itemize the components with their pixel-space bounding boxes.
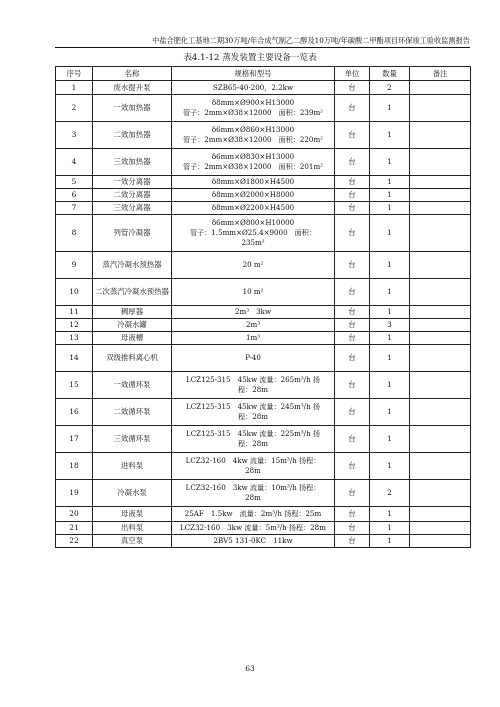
row-number-cell: 20 bbox=[56, 507, 93, 522]
spec-line: LCZ125-315 45kw 流量：225m³/h 扬 bbox=[186, 429, 320, 438]
remarks-cell bbox=[410, 480, 471, 507]
spec-line: 10 m² bbox=[242, 287, 264, 296]
row-number-cell: 14 bbox=[56, 345, 93, 372]
row-number-cell: 13 bbox=[56, 332, 93, 345]
table-row bbox=[56, 345, 471, 372]
remarks-cell bbox=[410, 372, 471, 399]
spec-line: 程：28m bbox=[238, 412, 268, 421]
column-header: 单位 bbox=[335, 67, 370, 81]
row-number-cell: 2 bbox=[56, 95, 93, 122]
remarks-cell bbox=[410, 319, 471, 332]
row-number-cell: 1 bbox=[56, 81, 93, 95]
equipment-name-cell: 母液泵 bbox=[93, 507, 172, 522]
spec-cell bbox=[172, 81, 335, 95]
table-row bbox=[56, 372, 471, 399]
equipment-name-cell: 三效加热器 bbox=[93, 149, 172, 176]
spec-cell bbox=[172, 279, 335, 306]
spec-line: 28m bbox=[245, 493, 261, 502]
unit-cell: 台 bbox=[335, 426, 370, 453]
spec-cell bbox=[172, 332, 335, 345]
equipment-name-cell: 废水提升泵 bbox=[93, 81, 172, 95]
unit-cell: 台 bbox=[335, 507, 370, 522]
table-row bbox=[56, 522, 471, 535]
row-number-cell: 16 bbox=[56, 399, 93, 426]
spec-cell bbox=[172, 149, 335, 176]
table-row bbox=[56, 202, 471, 215]
unit-cell: 台 bbox=[335, 345, 370, 372]
column-header: 数量 bbox=[370, 67, 410, 81]
quantity-cell: 1 bbox=[370, 122, 410, 149]
spec-cell bbox=[172, 522, 335, 535]
quantity-cell: 1 bbox=[370, 426, 410, 453]
spec-line: LCZ32-160 3kw 流量：10m³/h 扬程： bbox=[185, 483, 321, 492]
spec-line: δ6mm×Ø860×H13000 bbox=[211, 125, 295, 134]
row-number-cell: 7 bbox=[56, 202, 93, 215]
table-caption: 表4.1-12 蒸发装置主要设备一览表 bbox=[183, 53, 317, 63]
quantity-cell: 1 bbox=[370, 215, 410, 252]
table-row bbox=[56, 95, 471, 122]
spec-line: 1m³ bbox=[245, 333, 261, 342]
row-number-cell: 18 bbox=[56, 453, 93, 480]
unit-cell: 台 bbox=[335, 535, 370, 548]
table-row bbox=[56, 426, 471, 453]
spec-line: δ8mm×Ø900×H13000 bbox=[211, 98, 295, 107]
spec-cell bbox=[172, 202, 335, 215]
table-row bbox=[56, 319, 471, 332]
quantity-cell: 1 bbox=[370, 306, 410, 319]
unit-cell: 台 bbox=[335, 215, 370, 252]
equipment-name-cell: 稠厚器 bbox=[93, 306, 172, 319]
table-row bbox=[56, 507, 471, 522]
unit-cell: 台 bbox=[335, 399, 370, 426]
spec-cell bbox=[172, 372, 335, 399]
remarks-cell bbox=[410, 215, 471, 252]
remarks-cell bbox=[410, 189, 471, 202]
row-number-cell: 3 bbox=[56, 122, 93, 149]
unit-cell: 台 bbox=[335, 319, 370, 332]
remarks-cell bbox=[410, 426, 471, 453]
quantity-cell: 3 bbox=[370, 319, 410, 332]
table-row bbox=[56, 176, 471, 189]
spec-line: 程：28m bbox=[238, 385, 268, 394]
spec-cell bbox=[172, 535, 335, 548]
table-row bbox=[56, 332, 471, 345]
unit-cell: 台 bbox=[335, 95, 370, 122]
unit-cell: 台 bbox=[335, 176, 370, 189]
row-number-cell: 5 bbox=[56, 176, 93, 189]
remarks-cell bbox=[410, 122, 471, 149]
spec-line: 2BV5 131-0KC 11kw bbox=[213, 536, 293, 545]
spec-line: LCZ32-160 3kw 流量：5m³/h 扬程：28m bbox=[180, 523, 326, 532]
spec-line: 管子：2mm×Ø38×12000 面积：201m² bbox=[182, 162, 324, 171]
quantity-cell: 1 bbox=[370, 399, 410, 426]
column-header: 备注 bbox=[410, 67, 471, 81]
quantity-cell: 1 bbox=[370, 522, 410, 535]
remarks-cell bbox=[410, 522, 471, 535]
spec-cell bbox=[172, 507, 335, 522]
spec-line: 2m³ 3kw bbox=[234, 307, 272, 316]
column-header: 规格和型号 bbox=[172, 67, 335, 81]
spec-line: δ8mm×Ø2000×H8000 bbox=[211, 190, 295, 199]
equipment-name-cell: 二效加热器 bbox=[93, 122, 172, 149]
spec-line: SZB65-40-200，2.2kw bbox=[212, 82, 294, 92]
row-number-cell: 9 bbox=[56, 252, 93, 279]
equipment-name-cell: 列管冷凝器 bbox=[93, 215, 172, 252]
remarks-cell bbox=[410, 81, 471, 95]
spec-line: 25AF 1.5kw 流量：2m³/h 扬程：25m bbox=[184, 509, 322, 518]
column-header: 名称 bbox=[93, 67, 172, 81]
spec-line: δ8mm×Ø2200×H4500 bbox=[211, 203, 295, 212]
spec-line: LCZ125-315 45kw 流量：245m³/h 扬 bbox=[186, 402, 320, 411]
remarks-cell bbox=[410, 345, 471, 372]
equipment-name-cell: 真空泵 bbox=[93, 535, 172, 548]
spec-cell bbox=[172, 176, 335, 189]
remarks-cell bbox=[410, 176, 471, 189]
table-row bbox=[56, 453, 471, 480]
spec-cell bbox=[172, 306, 335, 319]
row-number-cell: 22 bbox=[56, 535, 93, 548]
remarks-cell bbox=[410, 507, 471, 522]
spec-cell bbox=[172, 480, 335, 507]
row-number-cell: 6 bbox=[56, 189, 93, 202]
row-number-cell: 12 bbox=[56, 319, 93, 332]
remarks-cell bbox=[410, 453, 471, 480]
quantity-cell: 1 bbox=[370, 176, 410, 189]
spec-line: δ6mm×Ø830×H13000 bbox=[211, 152, 295, 161]
unit-cell: 台 bbox=[335, 252, 370, 279]
spec-cell bbox=[172, 189, 335, 202]
equipment-name-cell: 三效循环泵 bbox=[93, 426, 172, 453]
unit-cell: 台 bbox=[335, 306, 370, 319]
table-row bbox=[56, 252, 471, 279]
quantity-cell: 2 bbox=[370, 480, 410, 507]
unit-cell: 台 bbox=[335, 149, 370, 176]
row-number-cell: 21 bbox=[56, 522, 93, 535]
table-row bbox=[56, 149, 471, 176]
table-body bbox=[56, 81, 471, 548]
spec-line: P-40 bbox=[245, 353, 261, 362]
remarks-cell bbox=[410, 202, 471, 215]
spec-cell bbox=[172, 399, 335, 426]
remarks-cell bbox=[410, 252, 471, 279]
equipment-name-cell: 冷凝水泵 bbox=[93, 480, 172, 507]
unit-cell: 台 bbox=[335, 453, 370, 480]
table-row bbox=[56, 189, 471, 202]
equipment-name-cell: 一效加热器 bbox=[93, 95, 172, 122]
table-row bbox=[56, 480, 471, 507]
row-number-cell: 15 bbox=[56, 372, 93, 399]
unit-cell: 台 bbox=[335, 279, 370, 306]
spec-cell bbox=[172, 215, 335, 252]
table-row bbox=[56, 122, 471, 149]
row-number-cell: 19 bbox=[56, 480, 93, 507]
equipment-name-cell: 出料泵 bbox=[93, 522, 172, 535]
row-number-cell: 11 bbox=[56, 306, 93, 319]
quantity-cell: 1 bbox=[370, 507, 410, 522]
equipment-name-cell: 一效分离器 bbox=[93, 176, 172, 189]
unit-cell: 台 bbox=[335, 372, 370, 399]
page-number: 63 bbox=[245, 664, 255, 673]
spec-line: δ8mm×Ø1800×H4500 bbox=[211, 177, 295, 186]
row-number-cell: 8 bbox=[56, 215, 93, 252]
unit-cell: 台 bbox=[335, 522, 370, 535]
unit-cell: 台 bbox=[335, 189, 370, 202]
equipment-table bbox=[55, 66, 471, 548]
unit-cell: 台 bbox=[335, 202, 370, 215]
spec-line: 20 m² bbox=[242, 260, 264, 269]
spec-cell bbox=[172, 122, 335, 149]
quantity-cell: 1 bbox=[370, 95, 410, 122]
spec-line: 管子：2mm×Ø38×12000 面积：220m² bbox=[182, 135, 324, 144]
spec-line: 管子：2mm×Ø38×12000 面积：239m² bbox=[182, 108, 324, 117]
quantity-cell: 1 bbox=[370, 453, 410, 480]
quantity-cell: 1 bbox=[370, 189, 410, 202]
spec-cell bbox=[172, 319, 335, 332]
equipment-name-cell: 三效分离器 bbox=[93, 202, 172, 215]
equipment-name-cell: 进料泵 bbox=[93, 453, 172, 480]
quantity-cell: 1 bbox=[370, 149, 410, 176]
quantity-cell: 1 bbox=[370, 332, 410, 345]
equipment-name-cell: 母液槽 bbox=[93, 332, 172, 345]
remarks-cell bbox=[410, 399, 471, 426]
table-row bbox=[56, 279, 471, 306]
quantity-cell: 1 bbox=[370, 252, 410, 279]
row-number-cell: 17 bbox=[56, 426, 93, 453]
spec-line: δ6mm×Ø800×H10000 bbox=[211, 218, 295, 227]
spec-line: LCZ32-160 4kw 流量：15m³/h 扬程： bbox=[185, 456, 321, 465]
spec-line: 235m² bbox=[241, 238, 265, 247]
spec-line: 2m³ bbox=[245, 320, 261, 329]
spec-line: 28m bbox=[245, 466, 261, 475]
quantity-cell: 1 bbox=[370, 202, 410, 215]
spec-line: 程：28m bbox=[238, 439, 268, 448]
spec-line: 管子：1.5mm×Ø25.4×9000 面积： bbox=[190, 228, 316, 237]
header-rule bbox=[55, 47, 470, 48]
equipment-name-cell: 冷凝水罐 bbox=[93, 319, 172, 332]
spec-cell bbox=[172, 252, 335, 279]
row-number-cell: 10 bbox=[56, 279, 93, 306]
unit-cell: 台 bbox=[335, 332, 370, 345]
equipment-name-cell: 二效循环泵 bbox=[93, 399, 172, 426]
column-header: 序号 bbox=[56, 67, 93, 81]
remarks-cell bbox=[410, 306, 471, 319]
unit-cell: 台 bbox=[335, 480, 370, 507]
unit-cell: 台 bbox=[335, 122, 370, 149]
table-row bbox=[56, 215, 471, 252]
equipment-name-cell: 一效循环泵 bbox=[93, 372, 172, 399]
table-header-row bbox=[56, 67, 471, 81]
unit-cell: 台 bbox=[335, 81, 370, 95]
equipment-name-cell: 双级推料离心机 bbox=[93, 345, 172, 372]
quantity-cell: 1 bbox=[370, 372, 410, 399]
table-row bbox=[56, 306, 471, 319]
spec-cell bbox=[172, 426, 335, 453]
equipment-name-cell: 蒸汽冷凝水预热器 bbox=[93, 252, 172, 279]
quantity-cell: 1 bbox=[370, 535, 410, 548]
quantity-cell: 1 bbox=[370, 279, 410, 306]
spec-cell bbox=[172, 345, 335, 372]
remarks-cell bbox=[410, 279, 471, 306]
remarks-cell bbox=[410, 95, 471, 122]
quantity-cell: 2 bbox=[370, 81, 410, 95]
remarks-cell bbox=[410, 535, 471, 548]
spec-line: LCZ125-315 45kw 流量：265m³/h 扬 bbox=[186, 375, 320, 384]
table-row bbox=[56, 535, 471, 548]
equipment-name-cell: 二次蒸汽冷凝水预热器 bbox=[93, 279, 172, 306]
table-row bbox=[56, 399, 471, 426]
remarks-cell bbox=[410, 332, 471, 345]
table-row bbox=[56, 81, 471, 95]
equipment-name-cell: 二效分离器 bbox=[93, 189, 172, 202]
remarks-cell bbox=[410, 149, 471, 176]
spec-cell bbox=[172, 95, 335, 122]
row-number-cell: 4 bbox=[56, 149, 93, 176]
document-header: 中盐合肥化工基地二期30万吨/年合成气制乙二醇及10万吨/年碳酸二甲酯项目环保竣工验收监测报告 bbox=[152, 36, 470, 45]
quantity-cell: 1 bbox=[370, 345, 410, 372]
spec-cell bbox=[172, 453, 335, 480]
